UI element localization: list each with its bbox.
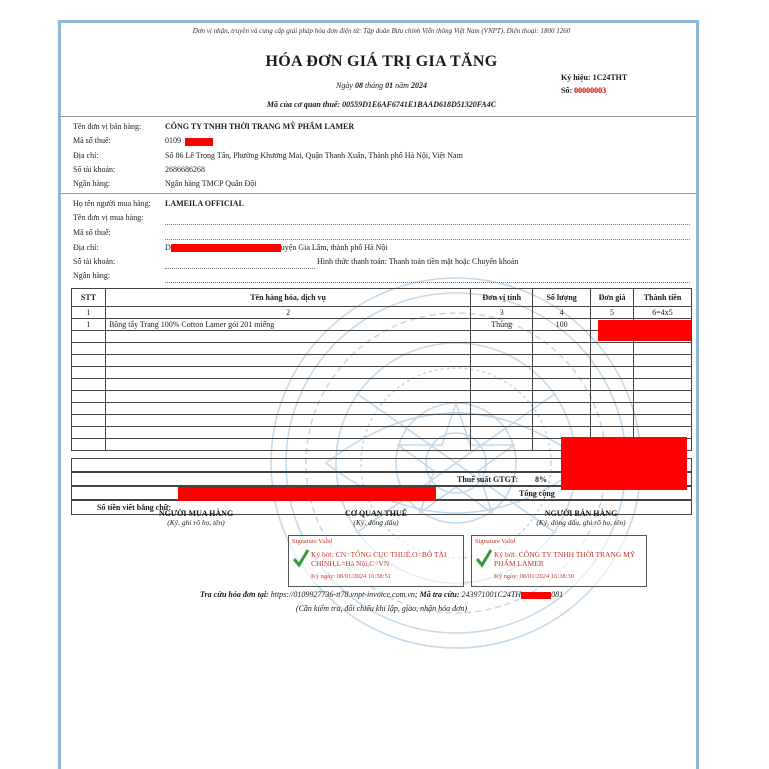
buyer-address: D uyện Gia Lâm, thành phố Hà Nội <box>165 243 388 252</box>
invoice-date: Ngày 08 tháng 01 năm 2024 <box>336 81 427 90</box>
redaction-box <box>185 138 213 146</box>
redaction-box <box>521 592 551 599</box>
amount-in-words-row: Số tiền viết bằng chữ: <box>71 500 692 515</box>
buyer-signature-block: NGƯỜI MUA HÀNG (Ký, ghi rõ họ, tên) <box>158 509 234 527</box>
payment-method: Hình thức thanh toán: Thanh toán tiền mặt hoặc Chuyển khoản <box>317 257 519 266</box>
table-row: 1 Bông tẩy Trang 100% Cotton Lamer gói 201 miếng Thùng 100 <box>72 319 692 331</box>
index-row: 1 2 3 4 5 6=4x5 <box>72 307 692 319</box>
table-header-row <box>72 289 692 307</box>
seller-account: 2686686268 <box>165 165 205 174</box>
serial-block: Ký hiệu: 1C24THT Số: 00000003 <box>561 73 628 95</box>
seller-bank: Ngân hàng TMCP Quân Đội <box>165 179 257 188</box>
col-name: Tên hàng hóa, dịch vụ <box>105 289 470 307</box>
col-stt: STT <box>72 289 106 307</box>
invoice-frame <box>58 20 699 769</box>
divider <box>61 116 696 117</box>
col-amount: Thành tiền <box>634 289 692 307</box>
tax-authority-code: Mã của cơ quan thuế: 00559D1E6AF6741E1BAAD618D51320FA4C <box>266 100 497 109</box>
items-table <box>71 288 692 451</box>
seller-signature-block: NGƯỜI BÁN HÀNG (Ký, đóng dấu, ghi rõ họ, tên) <box>536 509 626 527</box>
redaction-box <box>561 437 687 490</box>
seller-address: Số 86 Lê Trọng Tấn, Phường Khương Mai, Quận Thanh Xuân, Thành phố Hà Nội, Việt Nam <box>165 151 463 160</box>
col-price: Đơn giá <box>591 289 634 307</box>
buyer-person: LAMEILA OFFICIAL <box>165 199 244 208</box>
seller-name: CÔNG TY TNHH THỜI TRANG MỸ PHẨM LAMER <box>165 122 355 131</box>
tax-signature-box: Signature Valid Ký bởi: CN=TỔNG CỤC THUẾ,O=BỘ TÀI CHÍNH,L=Hà Nội,C=VN Ký ngày: 08/01/2024 16:38:51 <box>288 535 464 587</box>
buyer-address-label: Địa chỉ: <box>73 243 99 252</box>
invoice-number: 00000003 <box>574 86 607 95</box>
lookup-line: Tra cứu hóa đơn tại: https://0109927736-tt78.vnpt-invoice.com.vn; Mã tra cứu: 243971001C24TH 081 <box>199 590 564 599</box>
buyer-account-label: Số tài khoản: <box>73 257 116 266</box>
check-icon <box>293 548 309 568</box>
buyer-person-label: Họ tên người mua hàng: <box>73 199 151 208</box>
summary-vat-row: Thuế suất GTGT: 8% <box>71 472 692 486</box>
col-qty: Số lượng <box>533 289 591 307</box>
redaction-box <box>171 244 281 252</box>
buyer-bank-label: Ngân hàng: <box>73 271 111 280</box>
seller-name-label: Tên đơn vị bán hàng: <box>73 122 142 131</box>
lookup-link[interactable]: https://0109927736-tt78.vnpt-invoice.com.vn; <box>270 590 418 599</box>
summary-total-row: Tổng cộng <box>71 486 692 500</box>
seller-tax-label: Mã số thuế: <box>73 136 111 145</box>
seller-account-label: Số tài khoản: <box>73 165 116 174</box>
redaction-box <box>598 320 691 341</box>
seller-tax: 0109 <box>165 136 181 145</box>
redaction-box <box>178 487 436 501</box>
seller-address-label: Địa chỉ: <box>73 151 99 160</box>
invoice-title: HÓA ĐƠN GIÁ TRỊ GIA TĂNG <box>265 53 498 70</box>
buyer-tax-label: Mã số thuế: <box>73 228 111 237</box>
check-note: (Cần kiểm tra, đối chiếu khi lập, giao, nhận hóa đơn) <box>295 604 468 613</box>
col-unit: Đơn vị tính <box>471 289 533 307</box>
seller-bank-label: Ngân hàng: <box>73 179 111 188</box>
check-icon <box>476 548 492 568</box>
tax-signature-block: CƠ QUAN THUẾ (Ký, đóng dấu) <box>344 509 408 527</box>
provider-line: Đơn vị nhận, truyền và cung cấp giải pháp hóa đơn điện tử: Tập đoàn Bưu chính Viễn thông Việt Nam (VNPT), Điện thoại: 1800 1260 <box>192 27 571 35</box>
buyer-name-label: Tên đơn vị mua hàng: <box>73 213 144 222</box>
seller-signature-box: Signature Valid Ký bởi: CÔNG TY TNHH THỜI TRANG MỸ PHẨM LAMER Ký ngày: 08/01/2024 16:38:30 <box>471 535 647 587</box>
divider <box>61 193 696 194</box>
